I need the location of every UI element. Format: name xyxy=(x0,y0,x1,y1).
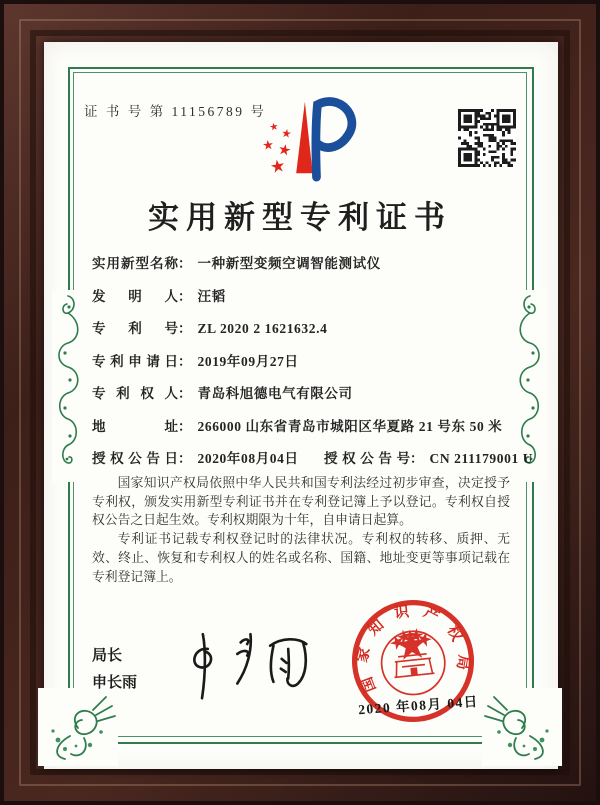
legal-paragraph-2: 专利证书记载专利权登记时的法律状况。专利权的转移、质押、无效、终止、恢复和专利权人的姓名或名称、国籍、地址变更等事项记载在专利登记簿上。 xyxy=(92,532,510,584)
field-value: 2019年09月27日 xyxy=(197,353,299,369)
legal-paragraph-1: 国家知识产权局依照中华人民共和国专利法经过初步审查，决定授予专利权，颁发实用新型专利证书并在专利登记簿上予以登记。专利权自授权公告之日起生效。专利权期限为十年，自申请日起算。 xyxy=(92,476,510,528)
field-value: ZL 2020 2 1621632.4 xyxy=(197,321,328,336)
field-value: 青岛科旭德电气有限公司 xyxy=(197,386,353,401)
qr-code-image xyxy=(458,109,516,167)
officer-name: 申长雨 xyxy=(92,674,138,691)
field-value: 一种新型变频空调智能测试仪 xyxy=(197,256,381,271)
bottom-left-floral-flourish-icon xyxy=(38,688,118,766)
left-scroll-flourish-icon xyxy=(52,290,84,482)
field-row: 专利权人： 青岛科旭德电气有限公司 xyxy=(92,382,512,402)
cnipa-logo-icon xyxy=(242,92,362,184)
seal-date: 2020 年08月 04日 xyxy=(357,693,480,718)
bottom-right-floral-flourish-icon xyxy=(482,688,562,766)
certificate-title: 实用新型专利证书 xyxy=(148,200,452,235)
signature-handwriting-icon xyxy=(178,626,318,704)
grant-date-value: 2020年08月04日 xyxy=(197,451,299,466)
field-label: 专利申请日 xyxy=(92,353,178,369)
field-value: 266000 山东省青岛市城阳区华夏路 21 号东 50 米 xyxy=(197,418,503,434)
field-row: 专利申请日： 2019年09月27日 xyxy=(92,350,512,370)
certificate-number: 证 书 号 第 11156789 号 xyxy=(84,104,267,119)
grant-date-label: 授权公告日 xyxy=(92,451,178,466)
field-value: 汪韬 xyxy=(197,288,226,304)
field-label: 专利权人 xyxy=(92,386,178,401)
field-row: 实用新型名称： 一种新型变频空调智能测试仪 xyxy=(92,252,512,272)
field-row: 专利号： ZL 2020 2 1621632.4 xyxy=(92,317,512,337)
field-label: 专利号 xyxy=(92,321,178,336)
grant-no-label: 授权公告号 xyxy=(323,451,410,466)
grant-no-value: CN 211179001 U xyxy=(429,451,534,466)
certificate-fields xyxy=(92,252,534,480)
field-label: 实用新型名称 xyxy=(92,256,178,271)
field-row: 地址： 266000 山东省青岛市城阳区华夏路 21 号东 50 米 xyxy=(92,415,512,435)
field-row: 发明人： 汪韬 xyxy=(92,285,512,305)
field-label: 地址 xyxy=(92,418,178,434)
grant-row: 授权公告日： 2020年08月04日 授权公告号： CN 211179001 U xyxy=(92,447,512,467)
officer-title: 局长 xyxy=(92,647,123,664)
field-label: 发明人 xyxy=(92,288,178,304)
seal-ring-text: 国家知识产权局 xyxy=(354,603,472,694)
legal-text xyxy=(92,474,510,586)
officer-block xyxy=(92,642,137,696)
